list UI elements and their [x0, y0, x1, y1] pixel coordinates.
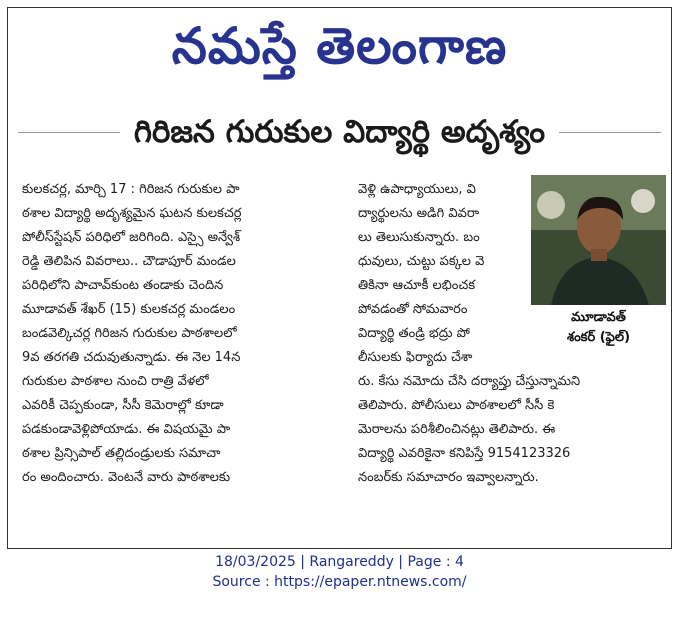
article-text-line: మెరాలను పరిశీలించినట్లు తెలిపారు. ఈ — [358, 422, 556, 437]
article-text-line: ఠశాల విద్యార్థి అదృశ్యమైన ఘటన కులకచర్ల — [22, 206, 242, 221]
article-column-1 — [22, 178, 352, 490]
article-text-line: పోవడంతో సోమవారం — [358, 302, 468, 317]
photo-caption — [531, 308, 666, 348]
article-text-line: బండవెల్కిచర్ల గిరిజన గురుకుల పాఠశాలలో — [22, 326, 237, 341]
source-footer — [0, 552, 679, 592]
footer-source-link: Source : https://epaper.ntnews.com/ — [212, 574, 467, 590]
person-photo-icon — [531, 175, 666, 305]
article-text-line: తికినా ఆచూకీ లభించక — [358, 278, 476, 293]
article-text-line: పడకుండావెళ్లిపోయాడు. ఈ విషయమై పా — [22, 422, 231, 437]
masthead-logo: నమస్తే తెలంగాణ — [171, 16, 508, 75]
caption-line-2: శంకర్ (ఫైల్) — [566, 330, 631, 345]
article-text-line: మూడావత్ శేఖర్ (15) కులకచర్ల మండలం — [22, 302, 236, 317]
newspaper-clipping — [7, 7, 672, 549]
article-text-line: ఎవరికీ చెప్పకుండా, సీసీ కెమెరాల్లో కూడా — [22, 398, 224, 413]
article-text-line: కులకచర్ల, మార్చి 17 : గిరిజన గురుకుల పా — [22, 182, 240, 197]
article-text-line: రం అందించారు. వెంటనే వారు పాఠశాలకు — [22, 470, 231, 485]
article-text-line: ఠశాల ప్రిన్సిపాల్ తల్లిదండ్రులకు సమాచా — [22, 446, 221, 461]
article-text-line: తెలిపారు. పోలీసులు పాఠశాలలో సీసీ కె — [358, 398, 555, 413]
article-text-line: విద్యార్థి ఎవరికైనా కనిపిస్తే 9154123326 — [358, 446, 571, 461]
article-text-line: 9వ తరగతి చదువుతున్నాడు. ఈ నెల 14న — [22, 350, 241, 365]
article-text-line: రు. కేసు నమోదు చేసి దర్యాప్తు చేస్తున్నామని — [358, 374, 581, 389]
article-text-line: వెళ్లి ఉపాధ్యాయులు, వి — [358, 182, 476, 197]
article-text-line: నంబర్‌కు సమాచారం ఇవ్వాలన్నారు. — [358, 470, 539, 485]
article-text-line: లు తెలుసుకున్నారు. బం — [358, 230, 480, 245]
article-text-line: రెడ్డి తెలిపిన వివరాలు.. చౌడాపూర్ మండల — [22, 254, 236, 269]
article-text-line: పోలీస్‌స్టేషన్ పరిధిలో జరిగింది. ఎస్సై అన్వేశ్ — [22, 230, 241, 245]
footer-date-edition: 18/03/2025 | Rangareddy | Page : 4 — [215, 554, 464, 570]
caption-line-1: మూడావత్ — [571, 310, 626, 325]
article-text-line: గురుకుల పాఠశాల నుంచి రాత్రి వేళలో — [22, 374, 209, 389]
article-text-line: పరిధిలోని పాచావ్‌కుంట తండాకు చెందిన — [22, 278, 224, 293]
headline-container — [8, 112, 671, 152]
article-text-line: లీసులకు ఫిర్యాదు చేశా — [358, 350, 473, 365]
article-text-line: విద్యార్థి తండ్రి భద్రు పో — [358, 326, 470, 341]
article-text-line: ద్యార్థులను అడిగి వివరా — [358, 206, 480, 221]
article-text-line: ధువులు, చుట్టు పక్కల వె — [358, 254, 485, 269]
student-photo — [531, 175, 666, 305]
article-headline: గిరిజన గురుకుల విద్యార్థి అదృశ్యం — [120, 112, 559, 152]
